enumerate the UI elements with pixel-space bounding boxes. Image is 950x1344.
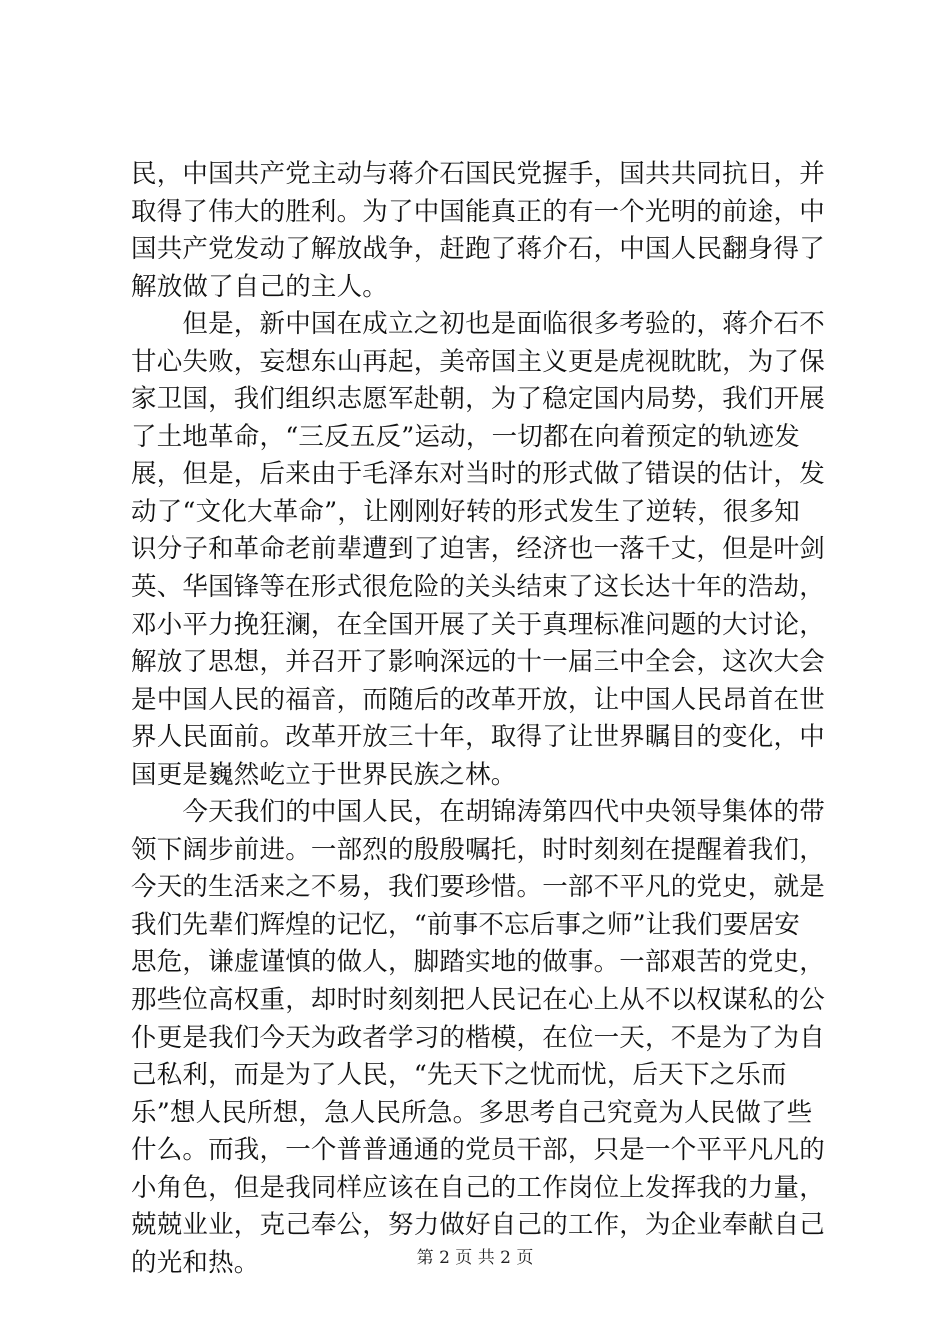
text-line: 兢兢业业，克己奉公，努力做好自己的工作，为企业奉献自己 — [131, 1210, 825, 1241]
text-line: 英、华国锋等在形式很危险的关头结束了这长达十年的浩劫， — [131, 572, 825, 603]
text-line: 解放做了自己的主人。 — [131, 271, 389, 302]
text-line: 识分子和革命老前辈遭到了迫害，经济也一落千丈，但是叶剑 — [131, 534, 825, 565]
text-line: 甘心失败，妄想东山再起，美帝国主义更是虎视眈眈，为了保 — [131, 346, 825, 377]
text-line: 今天的生活来之不易，我们要珍惜。一部不平凡的党史，就是 — [131, 872, 825, 903]
text-line: 领下阔步前进。一部烈的殷殷嘱托，时时刻刻在提醒着我们， — [131, 834, 825, 865]
text-line: 但是，新中国在成立之初也是面临很多考验的，蒋介石不 — [131, 309, 825, 340]
text-line: 动了“文化大革命”，让刚刚好转的形式发生了逆转，很多知 — [131, 496, 800, 527]
text-line: 是中国人民的福音，而随后的改革开放，让中国人民昂首在世 — [131, 684, 825, 715]
text-line: 我们先辈们辉煌的记忆，“前事不忘后事之师”让我们要居安 — [131, 909, 800, 940]
text-line: 己私利，而是为了人民，“先天下之忧而忧，后天下之乐而 — [131, 1060, 787, 1091]
text-line: 那些位高权重，却时时刻刻把人民记在心上从不以权谋私的公 — [131, 985, 825, 1016]
text-line: 邓小平力挽狂澜，在全国开展了关于真理标准问题的大讨论， — [131, 609, 825, 640]
text-line: 家卫国，我们组织志愿军赴朝，为了稳定国内局势，我们开展 — [131, 384, 825, 415]
text-line: 了土地革命，“三反五反”运动，一切都在向着预定的轨迹发 — [131, 421, 800, 452]
text-line: 的光和热。 — [131, 1247, 260, 1278]
text-line: 什么。而我，一个普普通通的党员干部，只是一个平平凡凡的 — [131, 1135, 825, 1166]
text-line: 展，但是，后来由于毛泽东对当时的形式做了错误的估计，发 — [131, 459, 825, 490]
text-line: 解放了思想，并召开了影响深远的十一届三中全会，这次大会 — [131, 647, 825, 678]
document-body — [131, 156, 831, 1282]
text-line: 取得了伟大的胜利。为了中国能真正的有一个光明的前途，中 — [131, 196, 825, 227]
text-line: 仆更是我们今天为政者学习的楷模，在位一天，不是为了为自 — [131, 1022, 825, 1053]
text-line: 国共产党发动了解放战争，赶跑了蒋介石，中国人民翻身得了 — [131, 234, 825, 265]
text-line: 乐”想人民所想，急人民所急。多思考自己究竟为人民做了些 — [131, 1097, 813, 1128]
text-line: 界人民面前。改革开放三十年，取得了让世界瞩目的变化，中 — [131, 722, 825, 753]
text-line: 国更是巍然屹立于世界民族之林。 — [131, 759, 517, 790]
text-line: 思危，谦虚谨慎的做人，脚踏实地的做事。一部艰苦的党史， — [131, 947, 825, 978]
text-line: 民，中国共产党主动与蒋介石国民党握手，国共共同抗日，并 — [131, 159, 825, 189]
page-number-footer: 第 2 页 共 2 页 — [416, 1248, 534, 1268]
text-line: 今天我们的中国人民，在胡锦涛第四代中央领导集体的带 — [131, 797, 825, 828]
text-line: 小角色，但是我同样应该在自己的工作岗位上发挥我的力量， — [131, 1172, 825, 1203]
